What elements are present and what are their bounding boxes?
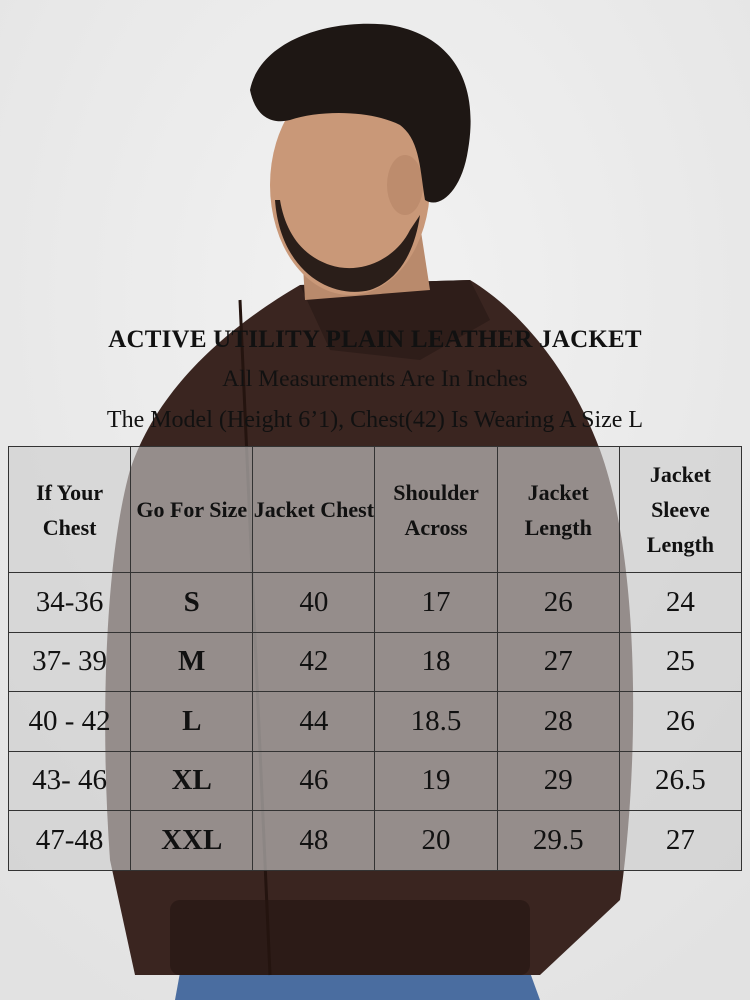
size-cell: XXL: [131, 811, 253, 871]
model-size-note: The Model (Height 6’1), Chest(42) Is Wearing A Size L: [106, 407, 644, 433]
chest-range-cell: 43- 46: [9, 751, 131, 811]
table-row: [9, 632, 742, 692]
sleeve-length-cell: 25: [619, 632, 741, 692]
chest-range-cell: 34-36: [9, 573, 131, 633]
jacket-chest-cell: 44: [253, 692, 375, 752]
header-shoulder-across: Shoulder Across: [375, 447, 497, 573]
jacket-chest-cell: 42: [253, 632, 375, 692]
header-go-for-size: Go For Size: [131, 447, 253, 573]
jacket-length-cell: 29: [497, 751, 619, 811]
sleeve-length-cell: 26.5: [619, 751, 741, 811]
size-cell: S: [131, 573, 253, 633]
jacket-length-cell: 28: [497, 692, 619, 752]
header-jacket-sleeve-length: Jacket Sleeve Length: [619, 447, 741, 573]
shoulder-across-cell: 17: [375, 573, 497, 633]
shoulder-across-cell: 19: [375, 751, 497, 811]
product-title: ACTIVE UTILITY PLAIN LEATHER JACKET: [108, 326, 642, 353]
header-if-your-chest: If Your Chest: [9, 447, 131, 573]
jacket-length-cell: 27: [497, 632, 619, 692]
shoulder-across-cell: 18: [375, 632, 497, 692]
shoulder-across-cell: 18.5: [375, 692, 497, 752]
jacket-chest-cell: 46: [253, 751, 375, 811]
table-row: [9, 751, 742, 811]
size-cell: M: [131, 632, 253, 692]
header-jacket-length: Jacket Length: [497, 447, 619, 573]
sleeve-length-cell: 27: [619, 811, 741, 871]
chest-range-cell: 40 - 42: [9, 692, 131, 752]
measurement-unit-note: All Measurements Are In Inches: [222, 366, 528, 392]
jacket-length-cell: 26: [497, 573, 619, 633]
header-jacket-chest: Jacket Chest: [253, 447, 375, 573]
jacket-length-cell: 29.5: [497, 811, 619, 871]
sleeve-length-cell: 26: [619, 692, 741, 752]
chest-range-cell: 47-48: [9, 811, 131, 871]
size-cell: XL: [131, 751, 253, 811]
table-row: [9, 692, 742, 752]
size-chart-table: [8, 446, 742, 871]
table-row: [9, 811, 742, 871]
table-row: [9, 573, 742, 633]
shoulder-across-cell: 20: [375, 811, 497, 871]
sleeve-length-cell: 24: [619, 573, 741, 633]
size-cell: L: [131, 692, 253, 752]
jacket-chest-cell: 40: [253, 573, 375, 633]
size-chart-header-row: [9, 447, 742, 573]
chest-range-cell: 37- 39: [9, 632, 131, 692]
jacket-chest-cell: 48: [253, 811, 375, 871]
